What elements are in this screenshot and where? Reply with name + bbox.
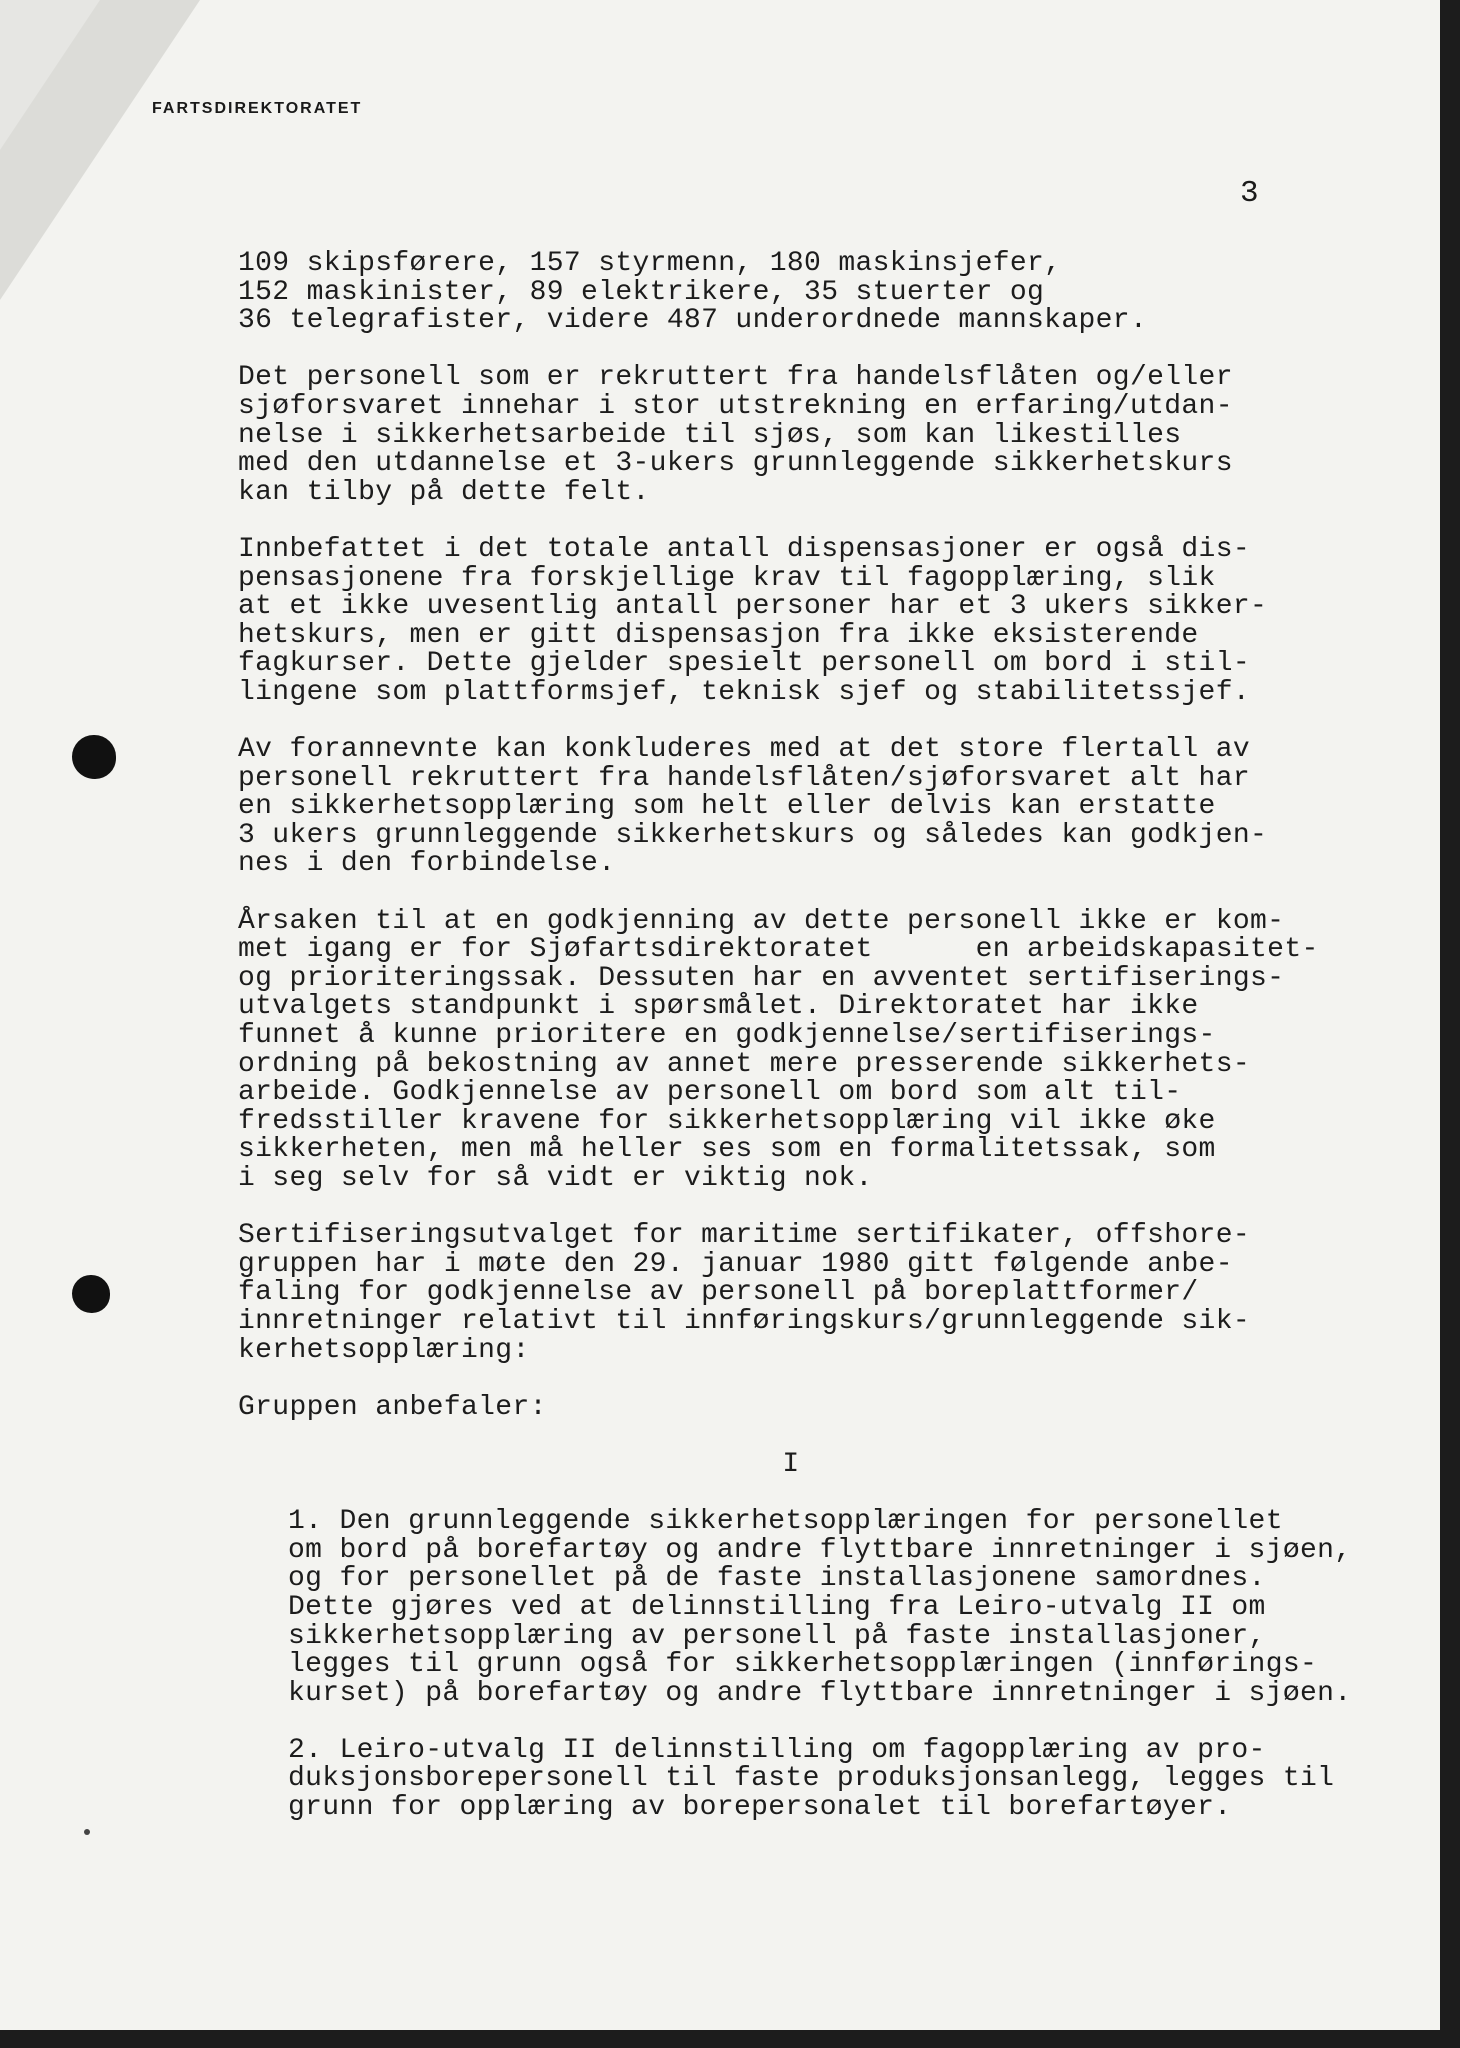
letterhead: FARTSDIREKTORATET <box>152 100 363 117</box>
paragraph: Gruppen anbefaler: <box>238 1391 547 1423</box>
ink-speck <box>84 1829 90 1835</box>
numbered-item: 2. Leiro-utvalg II delinnstilling om fagopplæring av pro- duksjonsborepersonell til faste produksjonsanlegg, legges til grunn for opplæring av borepersonalet til borefartøyer. <box>288 1734 1335 1824</box>
body-text <box>238 250 1358 1851</box>
punch-hole <box>72 1275 110 1313</box>
punch-hole <box>72 735 116 779</box>
paragraph: Innbefattet i det totale antall dispensasjoner er også dis- pensasjonene fra forskjellige krav til fagopplæring, slik at et ikke uvesentlig antall personer har et 3 ukers sikker- hetskurs, men er gitt dispensasjon fra ikke eksisterende fagkurser. Dette gjelder spesielt personell om bord i stil- lingene som plattformsjef, teknisk sjef og stabilitetssjef. <box>238 533 1268 708</box>
section-heading: I <box>782 1448 800 1480</box>
numbered-item: 1. Den grunnleggende sikkerhetsopplæringen for personellet om bord på borefartøy og andre flyttbare innretninger i sjøen, og for personellet på de faste installasjonene samordnes. Dette gjøres ved at delinnstilling fra Leiro-utvalg II om sikkerhetsopplæring av personell på faste installasjoner, legges til grunn også for sikkerhetsopplæringen (innførings- kurset) på borefartøy og andre flyttbare innretninger i sjøen. <box>288 1506 1352 1709</box>
paragraph: 109 skipsførere, 157 styrmenn, 180 maskinsjefer, 152 maskinister, 89 elektrikere, 35 stuerter og 36 telegrafister, videre 487 underordnede mannskaper. <box>238 248 1148 337</box>
folded-corner-shade <box>0 0 100 150</box>
paragraph: Sertifiseringsutvalget for maritime sertifikater, offshore- gruppen har i møte den 29. januar 1980 gitt følgende anbe- faling for godkjennelse av personell på boreplattformer/ innretninger relativt til innføringskurs/grunnleggende sik- kerhetsopplæring: <box>238 1220 1251 1366</box>
paragraph: Av forannevnte kan konkluderes med at det store flertall av personell rekruttert fra handelsflåten/sjøforsvaret alt har en sikkerhetsopplæring som helt eller delvis kan erstatte 3 ukers grunnleggende sikkerhetskurs og således kan godkjen- nes i den forbindelse. <box>238 734 1268 880</box>
page-number: 3 <box>1240 176 1259 211</box>
paragraph: Årsaken til at en godkjenning av dette personell ikke er kom- met igang er for Sjøfartsdirektoratet en arbeidskapasitet- og prioriteringssak. Dessuten har en avventet sertifiserings- utvalgets standpunkt i spørsmålet. Direktoratet har ikke funnet å kunne prioritere en godkjennelse/sertifiserings- ordning på bekostning av annet mere presserende sikkerhets- arbeide. Godkjennelse av personell om bord som alt til- fredsstiller kravene for sikkerhetsopplæring vil ikke øke sikkerheten, men må heller ses som en formalitetssak, som i seg selv for så vidt er viktig nok. <box>238 905 1319 1194</box>
paragraph: Det personell som er rekruttert fra handelsflåten og/eller sjøforsvaret innehar i stor utstrekning en erfaring/utdan- nelse i sikkerhetsarbeide til sjøs, som kan likestilles med den utdannelse et 3-ukers grunnleggende sikkerhetskurs kan tilby på dette felt. <box>238 362 1233 508</box>
